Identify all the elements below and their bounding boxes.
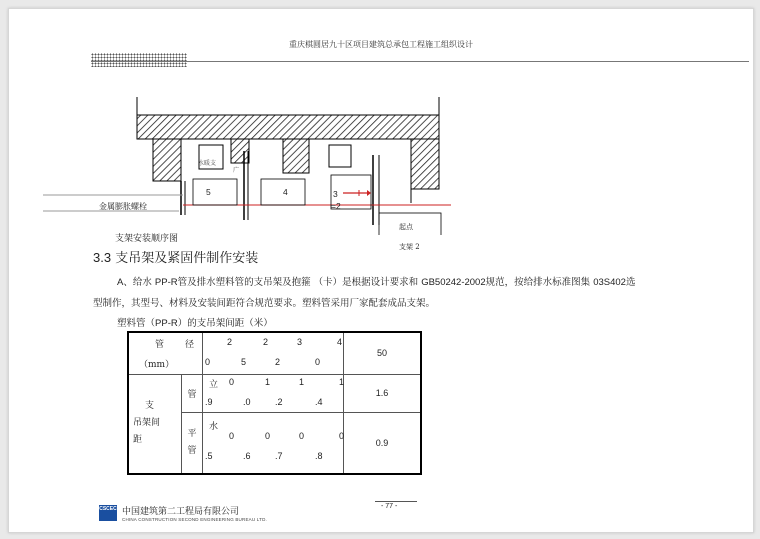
vertical-val-4-top: 1 — [339, 376, 345, 387]
header-decoration — [91, 53, 187, 67]
drawing-caption: 支架安装顺序图 — [115, 234, 179, 244]
horizontal-val-2-top: 0 — [265, 430, 271, 441]
dia-col-3-bottom: 2 — [275, 357, 281, 367]
document-page — [8, 8, 754, 533]
table-row — [128, 332, 421, 374]
support-spacing-table — [127, 331, 422, 475]
paragraph-1-text-c: （卡）是根据设计要求和 — [313, 277, 419, 288]
drawing-label-4: 4 — [283, 187, 288, 197]
section-title: 支吊架及紧固件制作安装 — [115, 251, 259, 266]
horizontal-val-3-bottom: .7 — [275, 450, 283, 461]
horizontal-val-4-bottom: .8 — [315, 450, 323, 461]
company-logo-text: CSCEC — [99, 506, 117, 512]
table-caption-pipe: PP-R — [155, 318, 178, 329]
paragraph-1-atlas: 03S402 — [593, 277, 626, 288]
dia-col-4-bottom: 0 — [315, 357, 321, 367]
paragraph-1 — [117, 274, 635, 288]
paragraph-1-code: GB50242-2002 — [421, 277, 486, 288]
row-group-c: 距 — [133, 435, 143, 446]
drawing-label-support2: 支架 2 — [399, 243, 420, 251]
paragraph-1-text-b: 管及排水塑料管的支吊架及抱箍 — [177, 277, 311, 288]
horizontal-label-b: 管 — [187, 445, 197, 456]
dia-col-1-top: 2 — [227, 337, 233, 347]
horizontal-label-a: 平 — [187, 428, 197, 439]
horizontal-val-1-top: 0 — [229, 430, 235, 441]
vertical-label-cell: 管 — [182, 374, 203, 412]
row-group-b: 吊架间 — [133, 418, 161, 429]
horizontal-prefix: 水 — [209, 421, 219, 432]
drawing-label-small1: 水暖支 — [198, 160, 217, 167]
company-name-en: CHINA CONSTRUCTION SECOND ENGINEERING BUREAU LTD. — [122, 517, 267, 522]
dia-col-2-bottom: 5 — [241, 357, 247, 367]
table-row — [128, 374, 421, 412]
paragraph-2: 型制作，其型号、材料及安装间距符合规范要求。塑料管采用厂家配套成品支架。 — [93, 298, 436, 309]
dia-col-4-top: 4 — [337, 337, 343, 347]
vertical-val-1-bottom: .9 — [205, 396, 213, 407]
vertical-val-4-bottom: .4 — [315, 396, 323, 407]
support-install-drawing — [33, 95, 453, 235]
drawing-label-5: 5 — [206, 187, 211, 197]
row-group-cell — [128, 374, 182, 474]
vertical-val-3-top: 1 — [299, 376, 305, 387]
horizontal-label-cell — [182, 412, 203, 474]
vertical-values-cell — [203, 374, 344, 412]
dia-unit: （mm） — [139, 360, 175, 370]
drawing-label-eq2: =2 — [331, 201, 341, 211]
paragraph-1-text-e: 选 — [625, 277, 636, 288]
horizontal-val-3-top: 0 — [299, 430, 305, 441]
vertical-prefix: 立 — [209, 379, 219, 390]
horizontal-values-cell — [203, 412, 344, 474]
horizontal-val-2-bottom: .6 — [243, 450, 251, 461]
section-number: 3.3 — [93, 250, 112, 265]
vertical-val-2-bottom: .0 — [243, 396, 251, 407]
paragraph-1-prefix: A — [117, 277, 124, 288]
table-caption-b: ）的支吊架间距（米） — [177, 318, 273, 329]
drawing-label-start: 起点 — [399, 223, 413, 231]
vertical-val-1-top: 0 — [229, 376, 235, 387]
dia-values-cell — [203, 332, 344, 374]
dia-col-2-top: 2 — [263, 337, 269, 347]
paragraph-1-pipe: PP-R — [154, 277, 178, 288]
vertical-val-2-top: 1 — [265, 376, 271, 387]
page-number: - 77 - — [381, 503, 398, 510]
dia-last-cell: 50 — [344, 332, 422, 374]
drawing-label-bolt: 金属膨胀螺栓 — [99, 202, 147, 211]
horizontal-val-1-bottom: .5 — [205, 450, 213, 461]
paragraph-1-text-a: 、给水 — [123, 277, 152, 288]
company-name-cn: 中国建筑第二工程局有限公司 — [122, 507, 240, 517]
table-caption — [117, 315, 273, 329]
table-caption-a: 塑料管（ — [117, 318, 156, 329]
dia-header-cell — [128, 332, 203, 374]
dia-col-1-bottom: 0 — [205, 357, 211, 367]
company-logo — [99, 505, 117, 521]
drawing-label-3: 3 — [333, 189, 338, 199]
section-heading — [93, 247, 258, 266]
horizontal-last-cell: 0.9 — [344, 412, 422, 474]
header-title: 重庆棋圆居九十区项目建筑总承包工程施工组织设计 — [289, 40, 473, 49]
dia-col-3-top: 3 — [297, 337, 303, 347]
row-group-a: 支 — [145, 401, 155, 412]
dia-label-b: 径 — [185, 340, 195, 350]
vertical-val-3-bottom: .2 — [275, 396, 283, 407]
vertical-last-cell: 1.6 — [344, 374, 422, 412]
paragraph-1-text-d: 规范，按给排水标准图集 — [485, 277, 591, 288]
dia-label-a: 管 — [155, 340, 165, 350]
drawing-label-small2: 广 — [233, 167, 240, 174]
horizontal-val-4-top: 0 — [339, 430, 345, 441]
header-rule — [91, 61, 749, 62]
footer-rule — [375, 501, 417, 502]
